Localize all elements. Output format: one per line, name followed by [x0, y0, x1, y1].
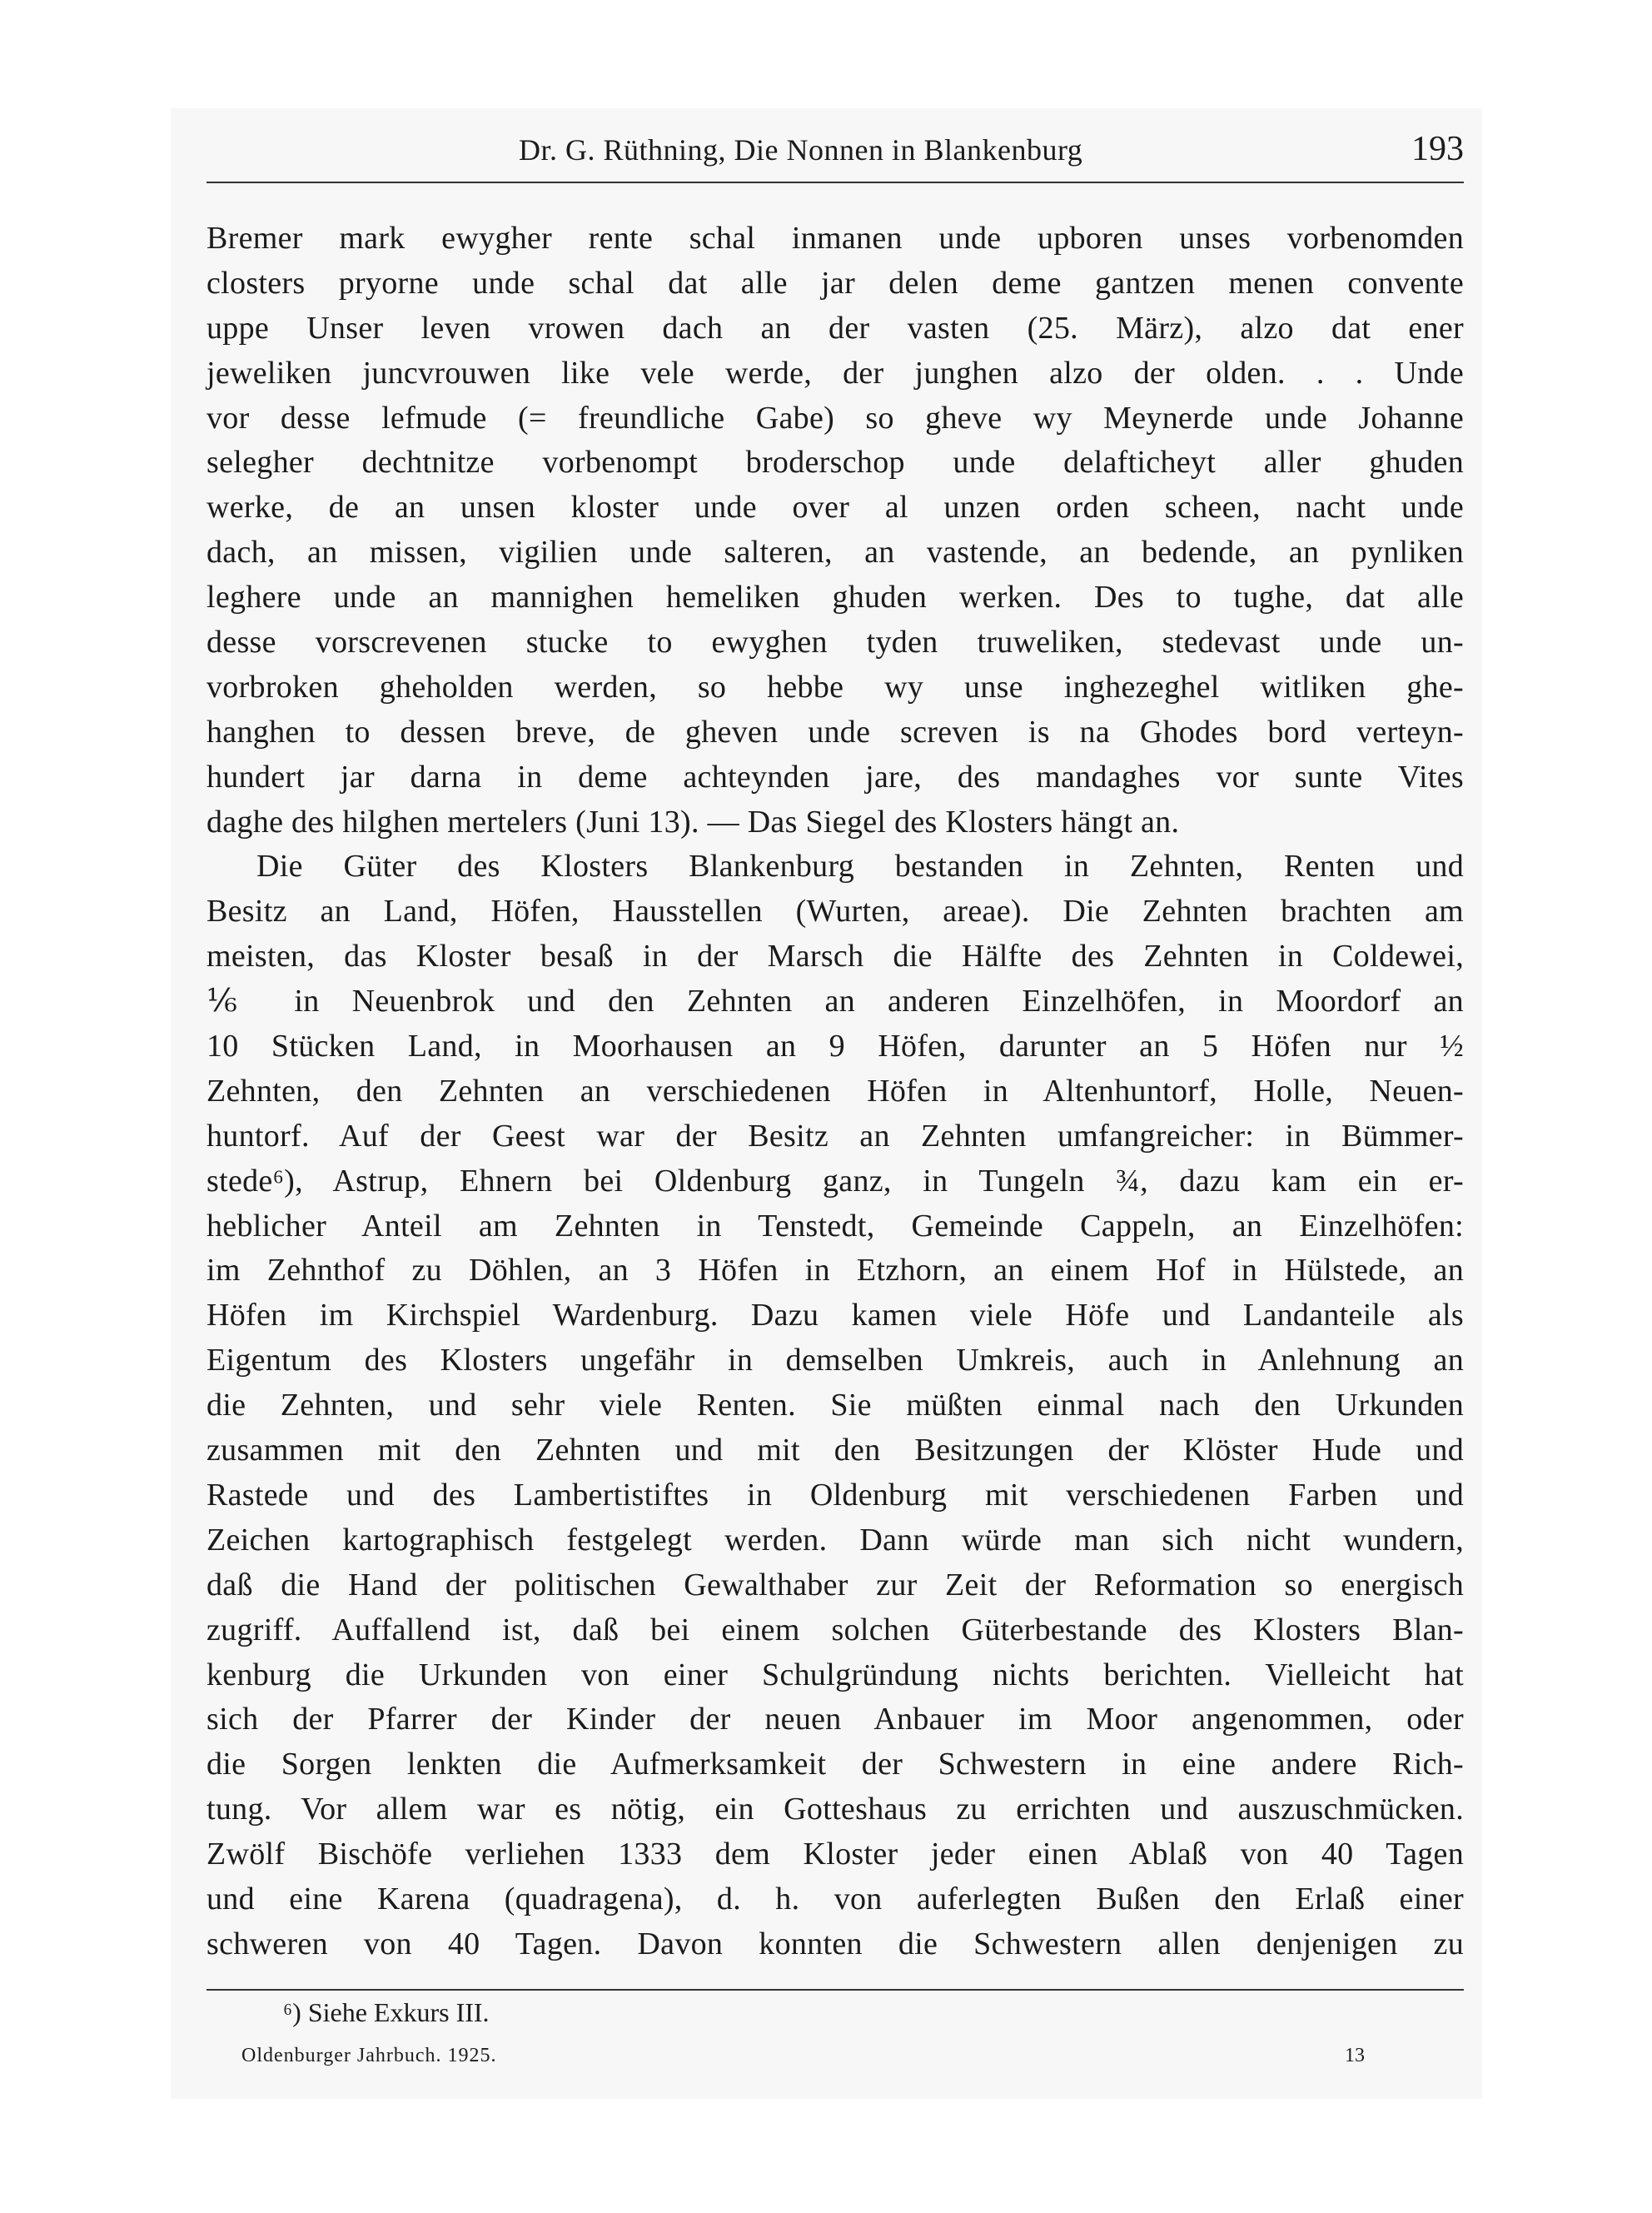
footnote: ⁶) Siehe Exkurs III.	[283, 1997, 490, 2027]
text-line: kenburg die Urkunden von einer Schulgründung nichts berichten. Vielleicht hat	[206, 1657, 1464, 1692]
text-line: 10 Stücken Land, in Moorhausen an 9 Höfen, darunter an 5 Höfen nur ½	[206, 1029, 1464, 1064]
text-line: daghe des hilghen mertelers (Juni 13). — Das Siegel des Klosters hängt an.	[206, 804, 1180, 840]
text-line: sich der Pfarrer der Kinder der neuen Anbauer im Moor angenommen, oder	[206, 1702, 1464, 1737]
footer-journal: Oldenburger Jahrbuch. 1925.	[241, 2045, 497, 2066]
text-line: Bremer mark ewygher rente schal inmanen unde upboren unses vorbenomden	[206, 221, 1464, 256]
text-line: meisten, das Kloster besaß in der Marsch die Hälfte des Zehnten in Coldewei,	[206, 939, 1464, 974]
footnote-rule	[206, 1989, 1464, 1991]
text-line: Zehnten, den Zehnten an verschiedenen Höfen in Altenhuntorf, Holle, Neuen-	[206, 1073, 1464, 1109]
footer-signature: 13	[1345, 2045, 1365, 2066]
text-line: im Zehnthof zu Döhlen, an 3 Höfen in Etzhorn, an einem Hof in Hülstede, an	[206, 1253, 1464, 1288]
text-line: leghere unde an mannighen hemeliken ghuden werken. Des to tughe, dat alle	[206, 580, 1464, 616]
text-line: werke, de an unsen kloster unde over al unzen orden scheen, nacht unde	[206, 490, 1464, 526]
text-line: daß die Hand der politischen Gewalthaber zur Zeit der Reformation so energisch	[206, 1567, 1464, 1602]
text-line: schweren von 40 Tagen. Davon konnten die Schwestern allen denjenigen zu	[206, 1926, 1464, 1961]
text-line: hanghen to dessen breve, de gheven unde screven is na Ghodes bord verteyn-	[206, 714, 1464, 750]
page-number: 193	[1411, 130, 1464, 168]
text-line: selegher dechtnitze vorbenompt broderschop unde delafticheyt aller ghuden	[206, 445, 1464, 481]
text-line: dach, an missen, vigilien unde salteren, an vastende, an bedende, an pynliken	[206, 535, 1464, 571]
text-line: vor desse lefmude (= freundliche Gabe) so gheve wy Meynerde unde Johanne	[206, 400, 1464, 436]
text-line: Rastede und des Lambertistiftes in Oldenburg mit verschiedenen Farben und	[206, 1477, 1464, 1513]
text-line: und eine Karena (quadragena), d. h. von auferlegten Bußen den Erlaß einer	[206, 1881, 1464, 1916]
text-line: heblicher Anteil am Zehnten in Tenstedt, Gemeinde Cappeln, an Einzelhöfen:	[206, 1208, 1464, 1244]
text-line: Zwölf Bischöfe verliehen 1333 dem Kloster jeder einen Ablaß von 40 Tagen	[206, 1837, 1464, 1872]
text-line: zugriff. Auffallend ist, daß bei einem solchen Güterbestande des Klosters Blan-	[206, 1612, 1464, 1647]
text-line: Eigentum des Klosters ungefähr in demselben Umkreis, auch in Anlehnung an	[206, 1343, 1464, 1378]
text-line: desse vorscrevenen stucke to ewyghen tyden truweliken, stedevast unde un-	[206, 625, 1464, 660]
text-line: vorbroken gheholden werden, so hebbe wy unse inghezeghel witliken ghe-	[206, 669, 1464, 705]
text-line: die Zehnten, und sehr viele Renten. Sie müßten einmal nach den Urkunden	[206, 1388, 1464, 1423]
text-line: jeweliken juncvrouwen like vele werde, der junghen alzo der olden. . . Unde	[206, 355, 1464, 391]
text-line: stede⁶), Astrup, Ehnern bei Oldenburg ganz, in Tungeln ¾, dazu kam ein er-	[206, 1163, 1464, 1199]
text-line: Besitz an Land, Höfen, Hausstellen (Wurten, areae). Die Zehnten brachten am	[206, 894, 1464, 930]
text-line: die Sorgen lenkten die Aufmerksamkeit der Schwestern in eine andere Rich-	[206, 1747, 1464, 1782]
text-line: uppe Unser leven vrowen dach an der vasten (25. März), alzo dat ener	[206, 310, 1464, 346]
text-line: Höfen im Kirchspiel Wardenburg. Dazu kamen viele Höfe und Landanteile als	[206, 1298, 1464, 1333]
text-line: ⅙ in Neuenbrok und den Zehnten an anderen Einzelhöfen, in Moordorf an	[206, 984, 1464, 1019]
body-text	[206, 217, 1464, 1967]
text-line: closters pryorne unde schal dat alle jar delen deme gantzen menen convente	[206, 265, 1464, 301]
text-line: hundert jar darna in deme achteynden jare, des mandaghes vor sunte Vites	[206, 759, 1464, 795]
text-line: huntorf. Auf der Geest war der Besitz an Zehnten umfangreicher: in Bümmer-	[206, 1118, 1464, 1154]
text-line: tung. Vor allem war es nötig, ein Gotteshaus zu errichten und auszuschmücken.	[206, 1792, 1464, 1827]
text-line: Zeichen kartographisch festgelegt werden. Dann würde man sich nicht wundern,	[206, 1522, 1464, 1558]
running-header	[206, 129, 1464, 179]
running-title: Dr. G. Rüthning, Die Nonnen in Blankenburg	[519, 133, 1083, 167]
paragraph-start-line: Die Güter des Klosters Blankenburg bestanden in Zehnten, Renten und	[256, 849, 1464, 885]
text-line: zusammen mit den Zehnten und mit den Besitzungen der Klöster Hude und	[206, 1433, 1464, 1468]
header-rule	[206, 182, 1464, 183]
